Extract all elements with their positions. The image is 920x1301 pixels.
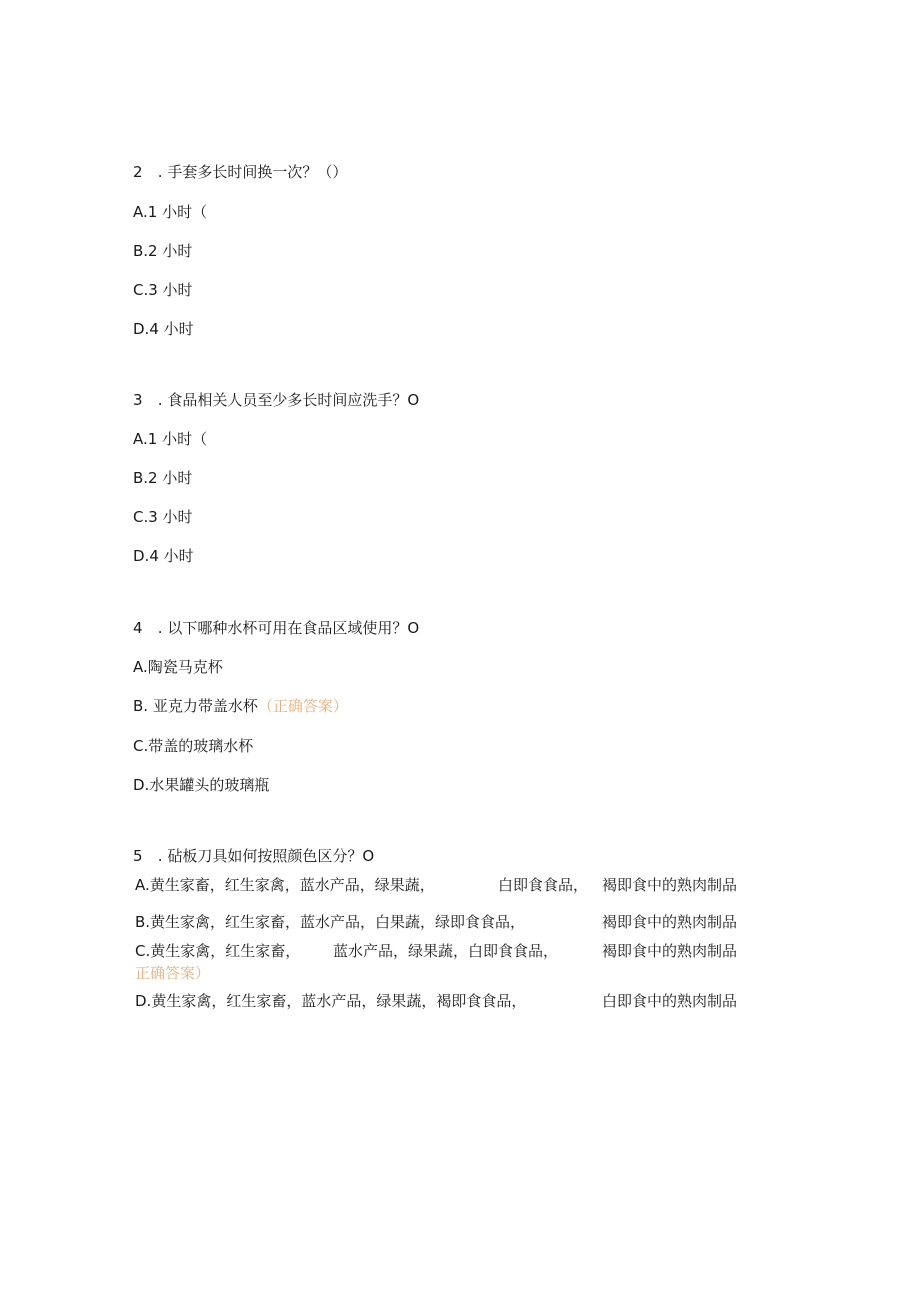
option-d-part-1: D.黄生家禽，红生家畜，蓝水产品，绿果蔬，褐即食食品， xyxy=(135,992,527,1010)
option-a-part-1: A.黄生家畜，红生家禽，蓝水产品，绿果蔬， xyxy=(135,876,435,894)
correct-answer-tag: （正确答案） xyxy=(257,697,348,715)
question-5 xyxy=(133,846,374,866)
option-d-part-3: 白即食中的熟肉制品 xyxy=(602,992,738,1010)
option-d: D.水果罐头的玻璃瓶 xyxy=(133,776,270,794)
option-b-text: B. 亚克力带盖水杯 xyxy=(133,697,258,715)
option-a: A.陶瓷马克杯 xyxy=(133,658,223,676)
option-b: B.2 小时 xyxy=(133,469,193,487)
correct-answer-tag: 正确答案） xyxy=(135,964,211,982)
question-text: . 手套多长时间换一次？（） xyxy=(157,163,348,181)
option-a-part-3: 褐即食中的熟肉制品 xyxy=(602,876,738,894)
option-d: D.4 小时 xyxy=(133,320,194,338)
question-3 xyxy=(133,390,419,410)
option-c: C.3 小时 xyxy=(133,281,193,299)
option-b xyxy=(133,696,348,716)
option-c-part-1: C.黄生家禽，红生家畜， xyxy=(135,942,301,960)
question-number: 4 xyxy=(133,619,143,637)
option-b-part-3: 褐即食中的熟肉制品 xyxy=(602,913,738,931)
question-number: 2 xyxy=(133,163,143,181)
option-c: C.带盖的玻璃水杯 xyxy=(133,737,254,755)
option-d: D.4 小时 xyxy=(133,547,194,565)
question-number: 3 xyxy=(133,391,143,409)
question-number: 5 xyxy=(133,847,143,865)
question-text: . 以下哪种水杯可用在食品区域使用？O xyxy=(157,619,420,637)
option-a: A.1 小时（ xyxy=(133,203,208,221)
question-2 xyxy=(133,162,347,182)
option-c: C.3 小时 xyxy=(133,508,193,526)
option-c-part-2: 蓝水产品，绿果蔬，白即食食品， xyxy=(333,942,559,960)
option-b-part-1: B.黄生家禽，红生家畜，蓝水产品，白果蔬，绿即食食品， xyxy=(135,913,526,931)
question-text: . 砧板刀具如何按照颜色区分？O xyxy=(157,847,375,865)
question-text: . 食品相关人员至少多长时间应洗手？O xyxy=(157,391,420,409)
option-a-part-2: 白即食食品， xyxy=(498,876,589,894)
option-c-part-3: 褐即食中的熟肉制品 xyxy=(602,942,738,960)
question-4 xyxy=(133,618,419,638)
option-b: B.2 小时 xyxy=(133,242,193,260)
option-a: A.1 小时（ xyxy=(133,430,208,448)
